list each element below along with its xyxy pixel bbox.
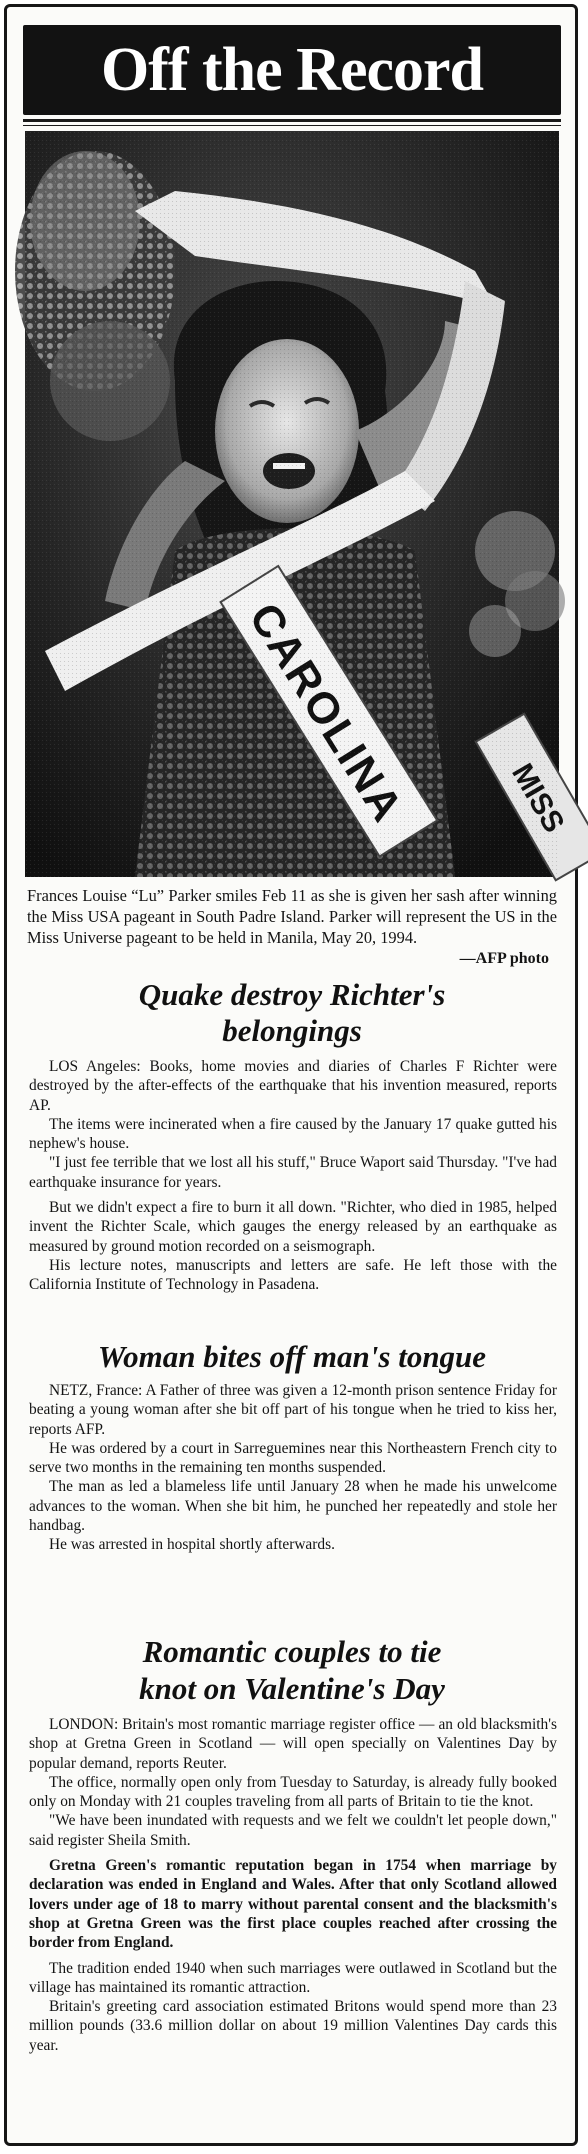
masthead: [23, 25, 561, 115]
paragraph: He was arrested in hospital shortly afterwards.: [49, 1536, 335, 1554]
paragraph: LONDON: Britain's most romantic marriage register office — an old blacksmith's shop at Gretna Green in Scotland — will open specially on Valentines Day by popular demand, reports Reuter.: [29, 1716, 557, 1772]
photo-caption: Frances Louise “Lu” Parker smiles Feb 11 as she is given her sash after winning the Miss USA pageant in South Padre Island. Parker will represent the US in the Miss Universe pageant to be held in Manila, May 20, 1994.: [27, 886, 557, 947]
paragraph: NETZ, France: A Father of three was given a 12-month prison sentence Friday for beating a young woman after she bit off part of his tongue when he tried to kiss her, reports AFP.: [29, 1382, 557, 1438]
paragraph: He was ordered by a court in Sarreguemines near this Northeastern French city to serve two months in the remaining ten months suspended.: [29, 1439, 557, 1477]
paragraph: Gretna Green's romantic reputation began in 1754 when marriage by declaration was ended in England and Wales. After that only Scotland allowed lovers under age of 18 to marry without parental consent and the blacksmith's shop at Gretna Green was the first place couples reached after crossing the border from England.: [29, 1857, 557, 1952]
paragraph: But we didn't expect a fire to burn it all down. "Richter, who died in 1985, helped invent the Richter Scale, which gauges the energy released by an earthquake as measured by ground motion recorded on a seismograph.: [29, 1199, 557, 1255]
paragraph: LOS Angeles: Books, home movies and diaries of Charles F Richter were destroyed by the after-effects of the earthquake that his invention measured, reports AP.: [29, 1058, 557, 1114]
paragraph: The tradition ended 1940 when such marriages were outlawed in Scotland but the village has maintained its romantic attraction.: [29, 1959, 557, 1996]
paragraph: The man as led a blameless life until January 28 when he made his unwelcome advances to the woman. When she bit him, he punched her repeatedly and stole her handbag.: [29, 1478, 557, 1535]
article-headline-tongue: Woman bites off man's tongue: [97, 1339, 487, 1374]
paragraph: "I just fee terrible that we lost all his stuff," Bruce Waport said Thursday. "I've had earthquake insurance for years.: [29, 1154, 557, 1191]
article-body-tongue: [29, 1381, 557, 1555]
paragraph: Britain's greeting card association estimated Britons would spend more than 23 million pounds (33.6 million dollar on about 19 million Valentines Day cards this year.: [29, 1998, 557, 2054]
paragraph: "We have been inundated with requests and we felt we couldn't let people down," said register Sheila Smith.: [29, 1812, 557, 1849]
masthead-title: Off the Record: [101, 36, 483, 104]
photo-credit: —AFP photo: [459, 950, 549, 967]
paragraph: The office, normally open only from Tuesday to Saturday, is already fully booked only on Monday with 21 couples traveling from all parts of Britain to tie the knot.: [29, 1773, 557, 1811]
article-body-valentine: [29, 1715, 557, 2055]
paragraph: The items were incinerated when a fire caused by the January 17 quake gutted his nephew's house.: [29, 1115, 557, 1153]
article-headline-quake: Quake destroy Richter's belongings: [138, 977, 446, 1048]
article-headline-valentine: Romantic couples to tie knot on Valentine's Day: [139, 1634, 445, 1706]
masthead-rule: [23, 119, 561, 122]
masthead-rule-thin: [23, 125, 561, 126]
pageant-photo: [25, 131, 559, 877]
newspaper-clipping: [4, 4, 578, 2146]
article-body-quake: [29, 1057, 557, 1295]
paragraph: His lecture notes, manuscripts and letters are safe. He left those with the California Institute of Technology in Pasadena.: [29, 1256, 557, 1294]
